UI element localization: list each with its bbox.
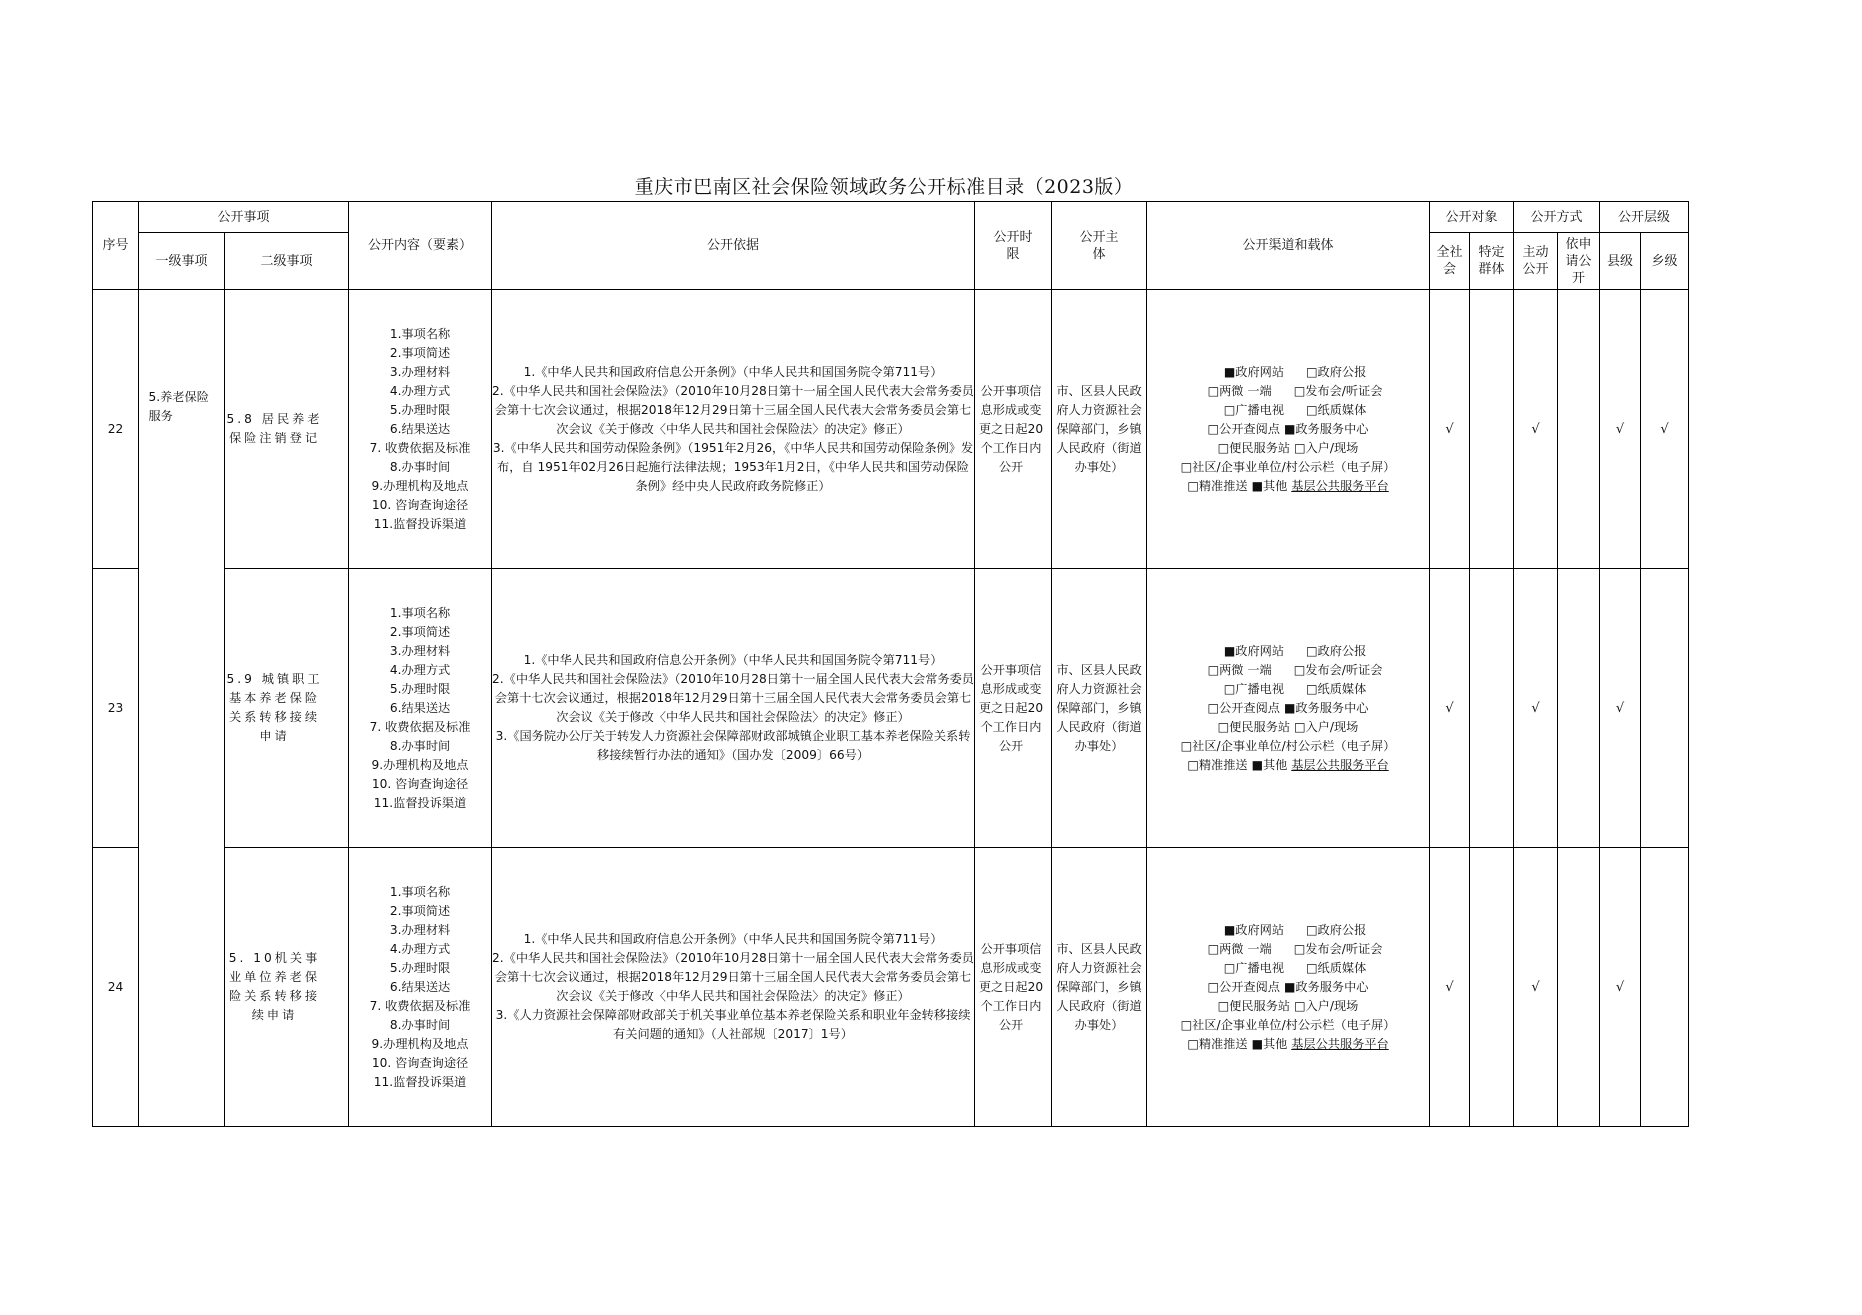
mode-apply-mark <box>1558 848 1600 1127</box>
level-county-mark: √ <box>1600 290 1641 569</box>
basis-item: 3.《中华人民共和国劳动保险条例》（1951年2月26，《中华人民共和国劳动保险条例》发布，自 1951年02月26日起施行法律法规；1953年1月2日，《中华人民共和国劳动保险条例》经中央人民政府政务院修正） <box>492 440 974 493</box>
channel-bulletin: □社区/企事业单位/村公示栏（电子屏） <box>1180 459 1396 474</box>
header-row-1 <box>93 202 1689 233</box>
subject: 市、区县人民政府人力资源社会保障部门，乡镇人民政府（街道办事处） <box>1052 290 1147 569</box>
header-seq: 序号 <box>93 202 139 290</box>
target-all-mark: √ <box>1430 290 1470 569</box>
header-level-town: 乡级 <box>1641 233 1689 290</box>
content-item: 6.结果送达 <box>389 979 451 994</box>
mode-apply-mark <box>1558 569 1600 848</box>
time-limit: 公开事项信息形成或变更之日起20个工作日内公开 <box>975 290 1052 569</box>
channel-service-center: ■政务服务中心 <box>1283 700 1369 715</box>
target-specific-mark <box>1470 848 1514 1127</box>
basis-cell <box>492 290 975 569</box>
content-item: 11.监督投诉渠道 <box>373 1074 467 1089</box>
channel-reading-point: □公开查阅点 <box>1207 979 1280 994</box>
row-seq: 23 <box>93 569 139 848</box>
content-item: 11.监督投诉渠道 <box>373 795 467 810</box>
channel-two-micro: □两微 一端 <box>1207 941 1272 956</box>
basis-item: 2.《中华人民共和国社会保险法》（2010年10月28日第十一届全国人民代表大会常务委员会第十七次会议通过，根据2018年12月29日第十三届全国人民代表大会常务委员会第七次会议《关于修改〈中华人民共和国社会保险法〉的决定》修正） <box>492 672 974 724</box>
channel-precise-push: □精准推送 <box>1187 757 1248 772</box>
channel-bulletin: □社区/企事业单位/村公示栏（电子屏） <box>1180 1017 1396 1032</box>
header-mode-apply: 依申请公开 <box>1558 233 1600 290</box>
channel-door-to-door: □入户/现场 <box>1293 719 1359 734</box>
channel-reading-point: □公开查阅点 <box>1207 700 1280 715</box>
level2-item: 5. 10机关事业单位养老保险关系转移接续申请 <box>225 848 349 1127</box>
channel-precise-push: □精准推送 <box>1187 1036 1248 1051</box>
content-item: 3.办理材料 <box>389 364 451 379</box>
channel-other: ■其他 <box>1251 757 1288 772</box>
channel-two-micro: □两微 一端 <box>1207 383 1272 398</box>
content-item: 5.办理时限 <box>389 402 451 417</box>
channel-broadcast: □广播电视 <box>1223 681 1285 696</box>
content-list <box>349 290 492 569</box>
mode-apply-mark <box>1558 290 1600 569</box>
content-list <box>349 848 492 1127</box>
header-target-specific: 特定群体 <box>1470 233 1514 290</box>
basis-item: 3.《国务院办公厅关于转发人力资源社会保障部财政部城镇企业职工基本养老保险关系转移接续暂行办法的通知》（国办发〔2009〕66号） <box>495 729 971 762</box>
target-specific-mark <box>1470 569 1514 848</box>
target-all-mark: √ <box>1430 848 1470 1127</box>
basis-item: 2.《中华人民共和国社会保险法》（2010年10月28日第十一届全国人民代表大会常务委员会第十七次会议通过，根据2018年12月29日第十三届全国人民代表大会常务委员会第七次会议《关于修改〈中华人民共和国社会保险法〉的决定》修正） <box>492 951 974 1003</box>
page-title: 重庆市巴南区社会保险领域政务公开标准目录（2023版） <box>634 176 1134 198</box>
level-town-mark <box>1641 848 1689 1127</box>
channel-broadcast: □广播电视 <box>1223 960 1285 975</box>
content-list <box>349 569 492 848</box>
level-county-mark: √ <box>1600 848 1641 1127</box>
channel-other-value: 基层公共服务平台 <box>1291 1036 1389 1051</box>
header-mode-active: 主动公开 <box>1514 233 1558 290</box>
basis-item: 3.《人力资源社会保障部财政部关于机关事业单位基本养老保险关系和职业年金转移接续有关问题的通知》（人社部规〔2017〕1号） <box>495 1008 971 1041</box>
channel-two-micro: □两微 一端 <box>1207 662 1272 677</box>
subject: 市、区县人民政府人力资源社会保障部门，乡镇人民政府（街道办事处） <box>1052 569 1147 848</box>
content-item: 1.事项名称 <box>389 884 451 899</box>
header-level: 公开层级 <box>1600 202 1689 233</box>
mode-active-mark: √ <box>1514 290 1558 569</box>
channel-gov-gazette: □政府公报 <box>1306 364 1367 379</box>
header-channel: 公开渠道和载体 <box>1147 202 1430 290</box>
channel-gov-site: ■政府网站 <box>1223 922 1285 937</box>
level1-item-text: 5.养老保险服务 <box>148 390 209 423</box>
table-row <box>93 569 1689 848</box>
channel-bulletin: □社区/企事业单位/村公示栏（电子屏） <box>1180 738 1396 753</box>
content-item: 2.事项简述 <box>389 624 451 639</box>
content-item: 7. 收费依据及标准 <box>369 440 471 455</box>
content-item: 3.办理材料 <box>389 922 451 937</box>
content-item: 6.结果送达 <box>389 700 451 715</box>
header-subject: 公开主体 <box>1052 202 1147 290</box>
header-matters: 公开事项 <box>139 202 349 233</box>
content-item: 10. 咨询查询途径 <box>371 776 469 791</box>
content-item: 9.办理机构及地点 <box>371 1036 469 1051</box>
level-town-mark <box>1641 569 1689 848</box>
target-specific-mark <box>1470 290 1514 569</box>
header-basis: 公开依据 <box>492 202 975 290</box>
channel-other: ■其他 <box>1251 1036 1288 1051</box>
level-town-mark: √ <box>1641 290 1689 569</box>
channel-gov-gazette: □政府公报 <box>1306 643 1367 658</box>
channel-cell <box>1147 848 1430 1127</box>
content-item: 9.办理机构及地点 <box>371 478 469 493</box>
channel-print-media: □纸质媒体 <box>1306 681 1367 696</box>
mode-active-mark: √ <box>1514 848 1558 1127</box>
table-row <box>93 848 1689 1127</box>
content-item: 8.办事时间 <box>389 1017 451 1032</box>
channel-gov-site: ■政府网站 <box>1223 643 1285 658</box>
channel-other: ■其他 <box>1251 478 1288 493</box>
channel-reading-point: □公开查阅点 <box>1207 421 1280 436</box>
level2-item: 5.8 居民养老保险注销登记 <box>225 290 349 569</box>
channel-other-value: 基层公共服务平台 <box>1291 478 1389 493</box>
content-item: 1.事项名称 <box>389 326 451 341</box>
basis-item: 1.《中华人民共和国政府信息公开条例》（中华人民共和国国务院令第711号） <box>523 364 943 379</box>
basis-item: 1.《中华人民共和国政府信息公开条例》（中华人民共和国国务院令第711号） <box>523 932 943 946</box>
content-item: 7. 收费依据及标准 <box>369 998 471 1013</box>
header-target: 公开对象 <box>1430 202 1514 233</box>
channel-broadcast: □广播电视 <box>1223 402 1285 417</box>
time-limit: 公开事项信息形成或变更之日起20个工作日内公开 <box>975 848 1052 1127</box>
row-seq: 24 <box>93 848 139 1127</box>
table-row <box>93 290 1689 569</box>
channel-convenience: □便民服务站 <box>1217 998 1291 1013</box>
channel-cell <box>1147 290 1430 569</box>
content-item: 4.办理方式 <box>389 383 451 398</box>
content-item: 4.办理方式 <box>389 662 451 677</box>
header-target-all: 全社会 <box>1430 233 1470 290</box>
content-item: 8.办事时间 <box>389 459 451 474</box>
level-county-mark: √ <box>1600 569 1641 848</box>
channel-convenience: □便民服务站 <box>1217 719 1291 734</box>
content-item: 2.事项简述 <box>389 345 451 360</box>
basis-item: 1.《中华人民共和国政府信息公开条例》（中华人民共和国国务院令第711号） <box>523 653 943 667</box>
content-item: 10. 咨询查询途径 <box>371 497 469 512</box>
channel-precise-push: □精准推送 <box>1187 478 1248 493</box>
time-limit: 公开事项信息形成或变更之日起20个工作日内公开 <box>975 569 1052 848</box>
header-level-county: 县级 <box>1600 233 1641 290</box>
channel-other-value: 基层公共服务平台 <box>1291 757 1389 772</box>
channel-press-conf: □发布会/听证会 <box>1293 941 1383 956</box>
content-item: 4.办理方式 <box>389 941 451 956</box>
header-level1: 一级事项 <box>139 233 225 290</box>
channel-press-conf: □发布会/听证会 <box>1293 383 1383 398</box>
channel-door-to-door: □入户/现场 <box>1293 440 1359 455</box>
channel-door-to-door: □入户/现场 <box>1293 998 1359 1013</box>
basis-cell <box>492 848 975 1127</box>
channel-gov-gazette: □政府公报 <box>1306 922 1367 937</box>
channel-gov-site: ■政府网站 <box>1223 364 1285 379</box>
content-item: 8.办事时间 <box>389 738 451 753</box>
content-item: 1.事项名称 <box>389 605 451 620</box>
channel-print-media: □纸质媒体 <box>1306 402 1367 417</box>
mode-active-mark: √ <box>1514 569 1558 848</box>
row-seq: 22 <box>93 290 139 569</box>
content-item: 6.结果送达 <box>389 421 451 436</box>
header-mode: 公开方式 <box>1514 202 1600 233</box>
content-item: 5.办理时限 <box>389 681 451 696</box>
content-item: 11.监督投诉渠道 <box>373 516 467 531</box>
content-item: 9.办理机构及地点 <box>371 757 469 772</box>
level1-item <box>139 290 225 1127</box>
channel-service-center: ■政务服务中心 <box>1283 979 1369 994</box>
channel-press-conf: □发布会/听证会 <box>1293 662 1383 677</box>
target-all-mark: √ <box>1430 569 1470 848</box>
channel-service-center: ■政务服务中心 <box>1283 421 1369 436</box>
header-content: 公开内容（要素） <box>349 202 492 290</box>
channel-cell <box>1147 569 1430 848</box>
content-item: 3.办理材料 <box>389 643 451 658</box>
content-item: 5.办理时限 <box>389 960 451 975</box>
content-item: 10. 咨询查询途径 <box>371 1055 469 1070</box>
subject: 市、区县人民政府人力资源社会保障部门，乡镇人民政府（街道办事处） <box>1052 848 1147 1127</box>
channel-print-media: □纸质媒体 <box>1306 960 1367 975</box>
content-item: 2.事项简述 <box>389 903 451 918</box>
catalog-table <box>92 201 1689 1127</box>
basis-cell <box>492 569 975 848</box>
level2-item: 5.9 城镇职工基本养老保险关系转移接续申请 <box>225 569 349 848</box>
header-time-limit: 公开时限 <box>975 202 1052 290</box>
header-level2: 二级事项 <box>225 233 349 290</box>
content-item: 7. 收费依据及标准 <box>369 719 471 734</box>
channel-convenience: □便民服务站 <box>1217 440 1291 455</box>
basis-item: 2.《中华人民共和国社会保险法》（2010年10月28日第十一届全国人民代表大会常务委员会第十七次会议通过，根据2018年12月29日第十三届全国人民代表大会常务委员会第七次会议《关于修改〈中华人民共和国社会保险法〉的决定》修正） <box>492 383 974 436</box>
